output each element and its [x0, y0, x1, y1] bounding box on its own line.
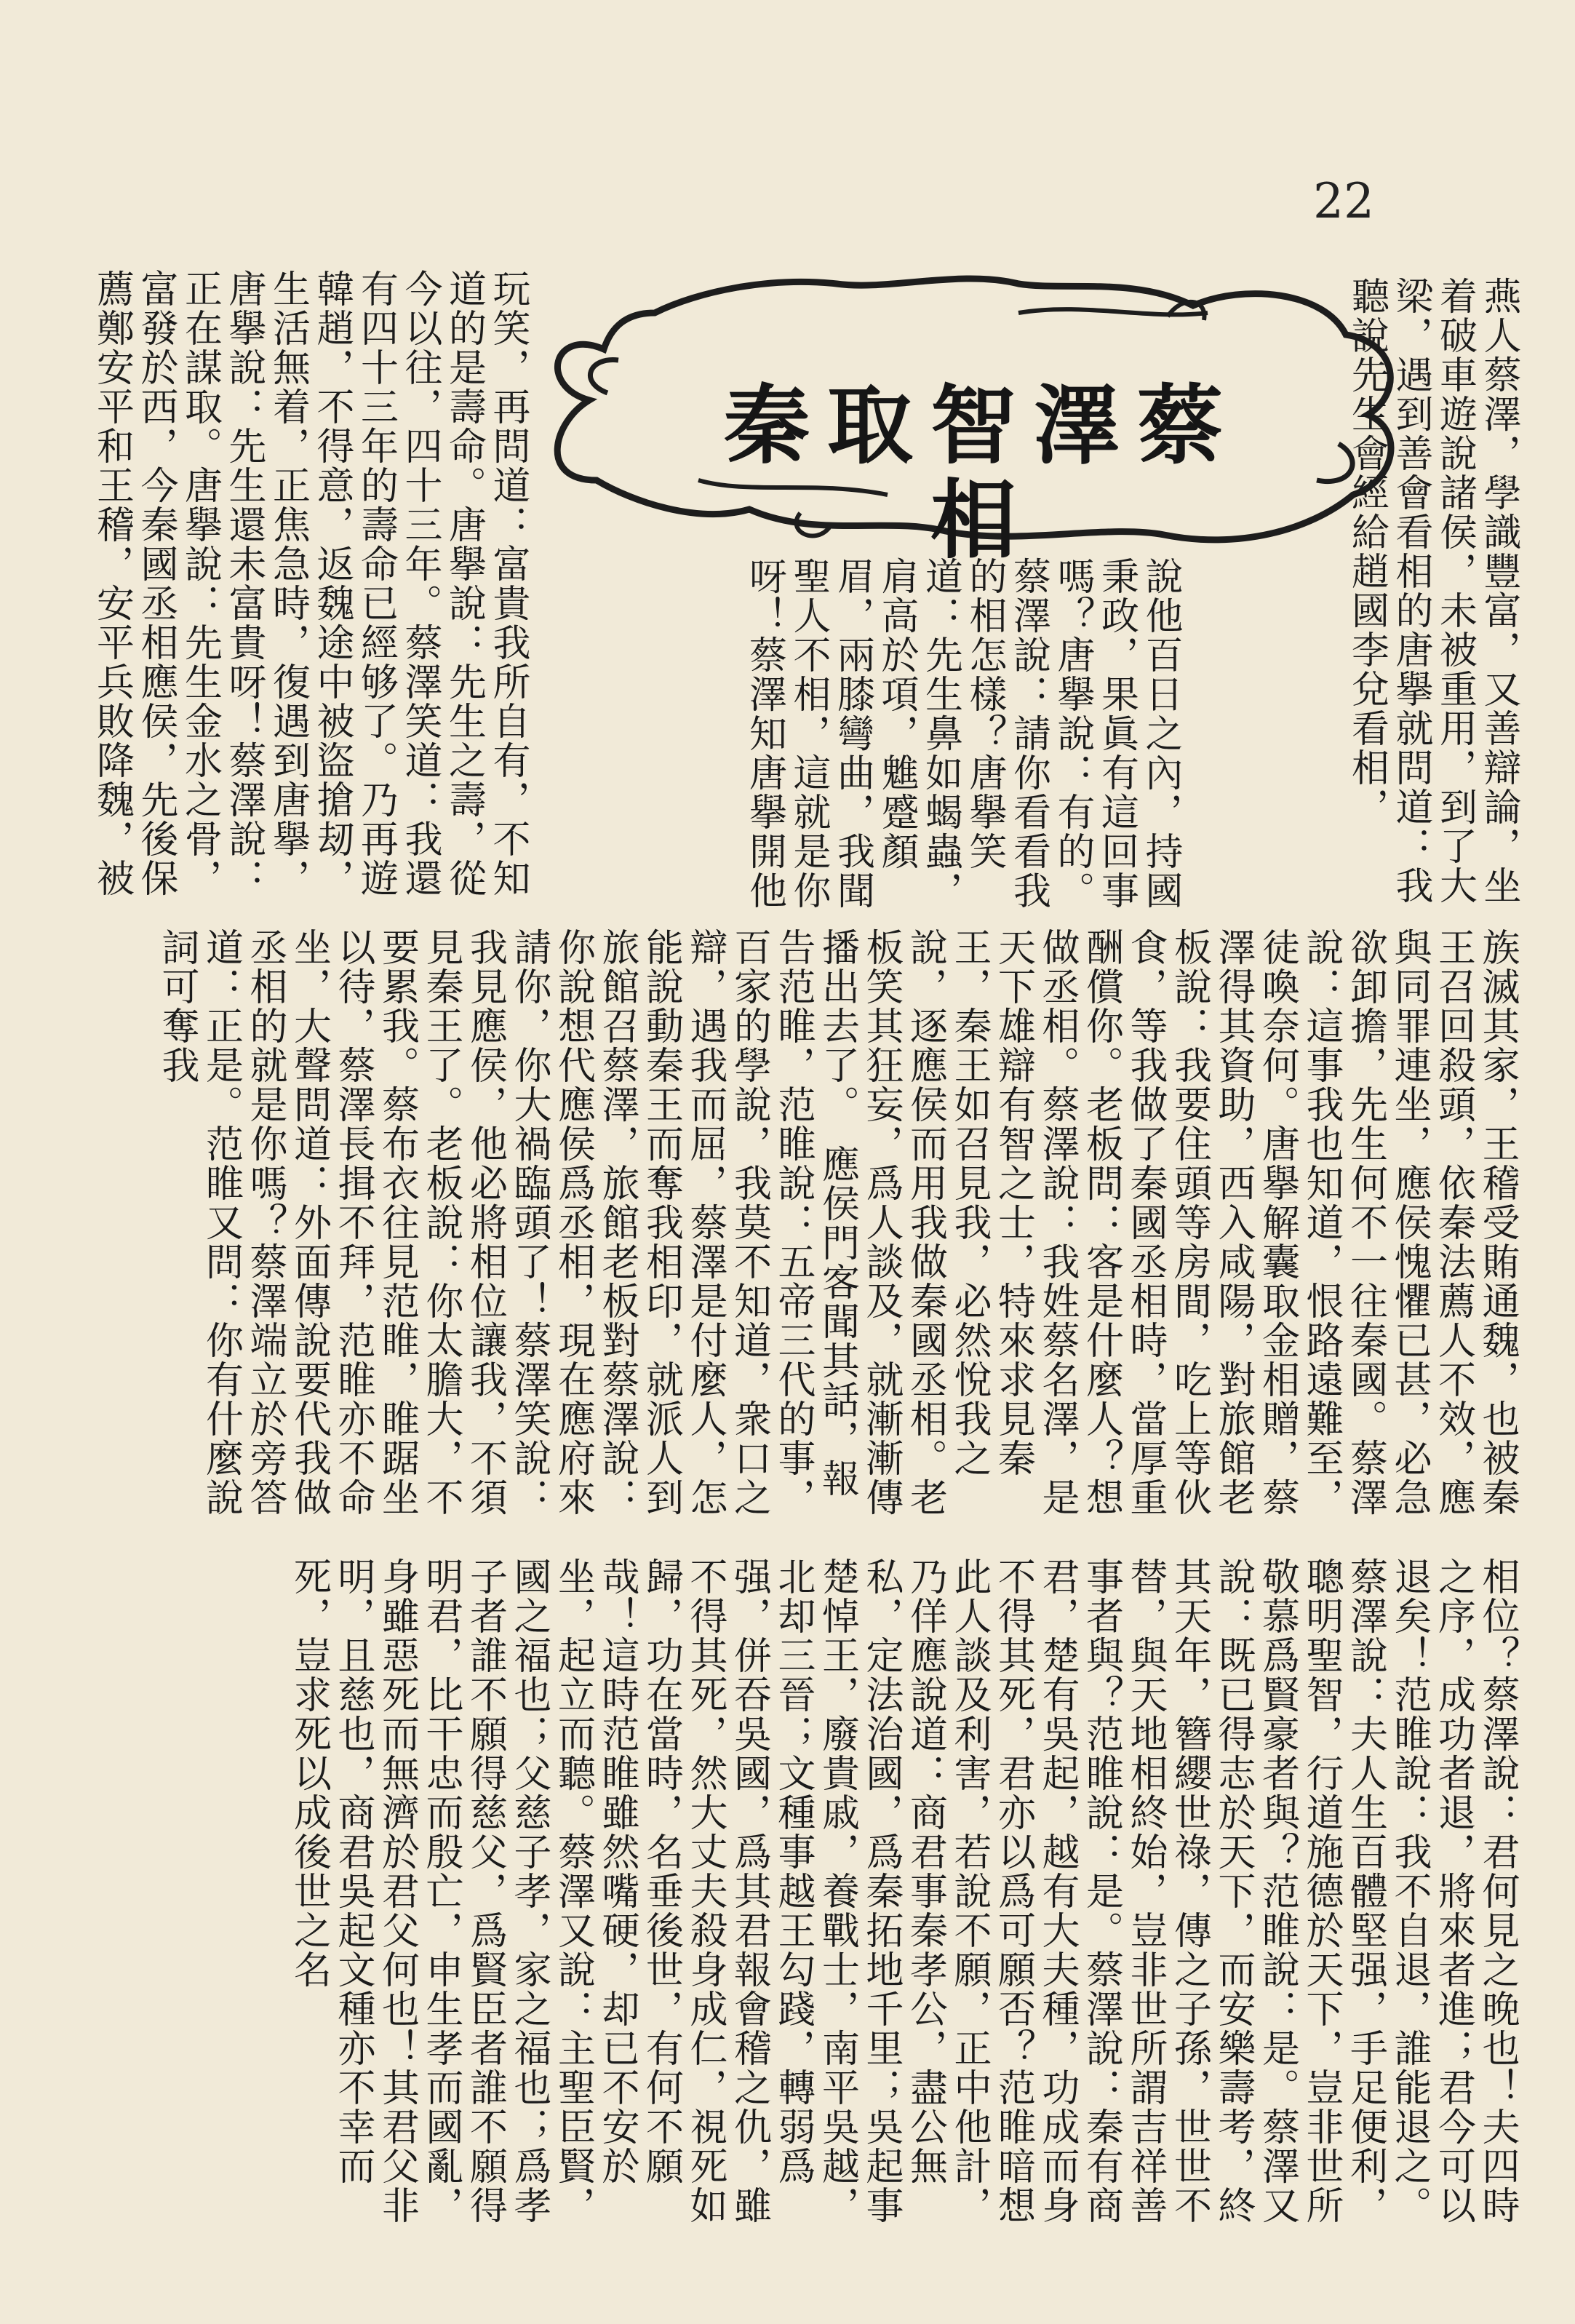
- text-band1-middle: 說他百日之內，持國秉政，果眞有這回事嗎？唐擧說：有的。蔡澤說：請你看看我的相怎樣？唐擧笑道：先生鼻如蝎蟲，肩高於項，魋蹙顏眉，兩膝彎曲，我聞聖人不相，這就是你呀！蔡澤知唐擧開他: [742, 557, 1182, 910]
- page-number: 22: [1313, 173, 1374, 229]
- article-title: 蔡澤智取秦相: [723, 375, 1240, 570]
- text-band1-left: 玩笑，再問道：富貴我所自有，不知道的是壽命。唐擧說：先生之壽，從今以往，四十三年。蔡澤笑道：我還有四十三年的壽命已經够了。乃再遊韓趙，不得意，返魏途中被盜搶刼，生活無着，正焦急時，復遇到唐擧，唐擧說：先生還未富貴呀！蔡澤說：正在謀取。唐擧說：先生金水之骨，富發於西，今秦國丞相應侯，先後保薦鄭安平和王稽，安平兵敗降魏，被: [89, 269, 530, 898]
- text-band3: 相位？蔡澤說：君何見之晚也！夫四時之序，成功者退，將來者進；君今可以退矣！范睢說：我不自退，誰能退之。蔡澤說：夫人生百體堅强，手足便利，聰明聖智，行道施德於天下，豈非世所敬慕爲賢豪者與？范睢說：是。蔡澤又說：既已得志於天下，而安樂壽考，終其天年，簪纓世祿，傳之子孫，世世不替，與天地相終始，豈非世所謂吉祥善事者與？范睢說：是。蔡澤說：秦有商君，楚有吳起，越有大夫種，功成而身不得其死，君亦以爲可願否？范睢暗想此人談及利害，若說不願，正中他計，乃佯應說道：商君事秦孝公，盡公無私，定法治國，爲秦拓地千里；吳起事楚悼王，廢貴戚，養戰士，南平吳越，北却三晉；文種事越王勾踐，轉弱爲强，併吞吳國，爲其君報會稽之仇，雖不得其死，然大丈夫殺身成仁，視死如歸，功在當時，名垂後世，有何不願哉！這時范睢雖然嘴硬，却已不安於坐，起立而聽。蔡澤又說：主聖臣賢，國之福也；父慈子孝，家之福也；爲孝子者誰不願得慈父，爲賢臣者誰不願得明君，比干忠而殷亡，申生孝而國亂，身雖惡死而無濟於君父何也！其君父非明，且慈也，商君吳起文種亦不幸而死，豈求死以成後世之名: [287, 1557, 1519, 2225]
- text-band1-right: 燕人蔡澤，學識豐富，又善辯論，坐着破車遊說諸侯，未被重用，到了大梁，遇到善會看相的唐擧就問道：我聽說先生會經給趙國李兌看相，: [1344, 276, 1520, 905]
- text-band2: 族滅其家，王稽受賄通魏，也被秦王召回殺頭，依秦法薦人不效，應與同罪連坐，應侯愧懼已甚，必急欲卸擔，先生何不一往秦國。蔡澤說：這事我也知道，恨路遠難至，徒喚奈何。唐擧解囊取金相贈，蔡澤得其資助，西入咸陽，對旅館老板說：我要住頭等房間，吃上等伙食，等我做了秦國丞相時，當厚重酬償你。老板問：客是什麼人？想做丞相。蔡澤說：我姓蔡名澤，是天下雄辯有智之士，特來求見秦王，秦王如召見我，必然悅我之說，逐應侯而用我做秦國丞相。老板笑其狂妄，爲人談及，就漸漸傳播出去了。 應侯門客聞其話，報告范睢，范睢說：五帝三代的事，百家的學說，我莫不知道，衆口之辯，遇我而屈，蔡澤是付麼人，怎能說動秦王而奪我相印，就派人到旅館召蔡澤，旅館老板對蔡澤說：你說想代應侯爲丞相，現在應府來請你，你大禍臨頭了！蔡澤笑說：我見應侯，他必將相位讓我，不須見秦王了。老板說：你太膽大，不要累我。蔡布衣往見范睢，睢踞坐以待，蔡澤長揖不拜，范睢亦不命坐，大聲問道：外面傳說要代我做丞相的就是你嗎？蔡澤端立於旁答道：正是。范睢又問：你有什麼說詞可奪我: [155, 928, 1519, 1517]
